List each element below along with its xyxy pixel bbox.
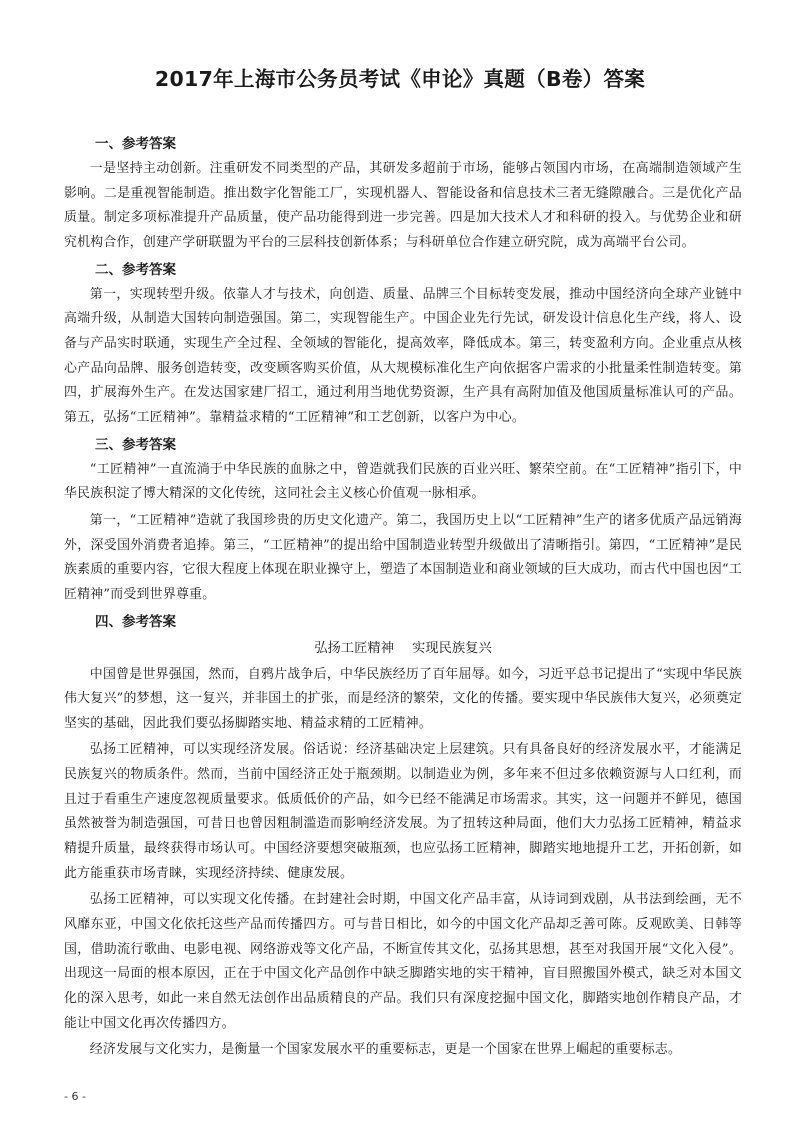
essay-paragraph-1: 中国曾是世界强国，然而，自鸦片战争后，中华民族经历了百年屈辱。如今，习近平总书记提出了“实现中华民族伟大复兴”的梦想，这一复兴，并非国土的扩张，而是经济的繁荣，文化的传播。要实现中华民族伟大复兴，必须奠定坚实的基础，因此我们要弘扬脚踏实地、精益求精的工匠精神。 [64,666,742,731]
section-heading-3: 三、参考答案 [95,436,176,453]
section-2-paragraph: 第一，实现转型升级。依靠人才与技术，向创造、质量、品牌三个目标转变发展，推动中国经济向全球产业链中高端升级，从制造大国转向制造强国。第二，实现智能生产。中国企业先行先试，研发设计信息化生产线，将人、设备与产品实时联通，实现生产全过程、全领域的智能化，提高效率，降低成本。第三，转变盈利方向。企业重点从核心产品向品牌、服务创造转变，改变顾客购买价值，从大规模标准化生产向依据客户需求的小批量柔性制造转变。第四，扩展海外生产。在发达国家建厂招工，通过利用当地优势资源，生产具有高附加值及他国质量标准认可的产品。第五，弘扬“工匠精神”。靠精益求精的“工匠精神”和工艺创新，以客户为中心。 [64,286,742,425]
section-3-paragraph-1: “工匠精神”一直流淌于中华民族的血脉之中，曾造就我们民族的百业兴旺、繁荣空前。在“工匠精神”指引下，中华民族积淀了博大精深的文化传统，这同社会主义核心价值观一脉相承。 [64,461,742,502]
essay-paragraph-2: 弘扬工匠精神，可以实现经济发展。俗话说：经济基础决定上层建筑。只有具备良好的经济发展水平，才能满足民族复兴的物质条件。然而，当前中国经济正处于瓶颈期。以制造业为例，多年来不但过多依赖资源与人口红利，而且过于看重生产速度忽视质量要求。低质低价的产品，如今已经不能满足市场需求。其实，这一问题并不鲜见，德国虽然被誉为制造强国，可昔日也曾因粗制滥造而影响经济发展。为了扭转这种局面，他们大力弘扬工匠精神，精益求精提升质量，最终获得市场认可。中国经济要想突破瓶颈，也应弘扬工匠精神，脚踏实地地提升工艺，开拓创新，如此方能重获市场青睐，实现经济持续、健康发展。 [64,742,742,881]
document-body [64,130,742,1065]
section-heading-1: 一、参考答案 [95,136,176,152]
essay-paragraph-4: 经济发展与文化实力，是衡量一个国家发展水平的重要标志，更是一个国家在世界上崛起的重要标志。 [89,1042,682,1058]
document-title: 2017年上海市公务员考试《申论》真题（B卷）答案 [154,67,646,91]
section-heading-4: 四、参考答案 [95,613,176,630]
page-number: - 6 - [64,1090,86,1103]
section-3-paragraph-2: 第一，“工匠精神”造就了我国珍贵的历史文化遗产。第二，我国历史上以“工匠精神”生产的诸多优质产品远销海外，深受国外消费者追捧。第三，“工匠精神”的提出给中国制造业转型升级做出了清晰指引。第四，“工匠精神”是民族素质的重要内容，它很大程度上体现在职业操守上，塑造了本国制造业和商业领域的巨大成功，而古代中国也因“工匠精神”而受到世界尊重。 [64,512,742,602]
essay-paragraph-3: 弘扬工匠精神，可以实现文化传播。在封建社会时期，中国文化产品丰富，从诗词到戏剧，从书法到绘画，无不风靡东亚，中国文化依托这些产品而传播四方。可与昔日相比，如今的中国文化产品却乏善可陈。反观欧美、日韩等国，借助流行歌曲、电影电视、网络游戏等文化产品，不断宣传其文化，弘扬其思想，甚至对我国开展“文化入侵”。出现这一局面的根本原因，正在于中国文化产品创作中缺乏脚踏实地的实干精神，盲目照搬国外模式，缺乏对本国文化的深入思考，如此一来自然无法创作出品质精良的产品。我们只有深度挖掘中国文化，脚踏实地创作精良产品，才能让中国文化再次传播四方。 [64,892,742,1031]
essay-title-left: 弘扬工匠精神 [314,640,394,656]
section-1-paragraph: 一是坚持主动创新。注重研发不同类型的产品，其研发多超前于市场，能够占领国内市场，在高端制造领域产生影响。二是重视智能制造。推出数字化智能工厂，实现机器人、智能设备和信息技术三者无缝隙融合。三是优化产品质量。制定多项标准提升产品质量，使产品功能得到进一步完善。四是加大技术人才和科研的投入。与优势企业和研究机构合作，创建产学研联盟为平台的三层科技创新体系；与科研单位合作建立研究院，成为高端平台公司。 [64,161,742,250]
essay-title-right: 实现民族复兴 [412,640,492,656]
section-heading-2: 二、参考答案 [95,261,176,278]
essay-title [64,636,742,662]
